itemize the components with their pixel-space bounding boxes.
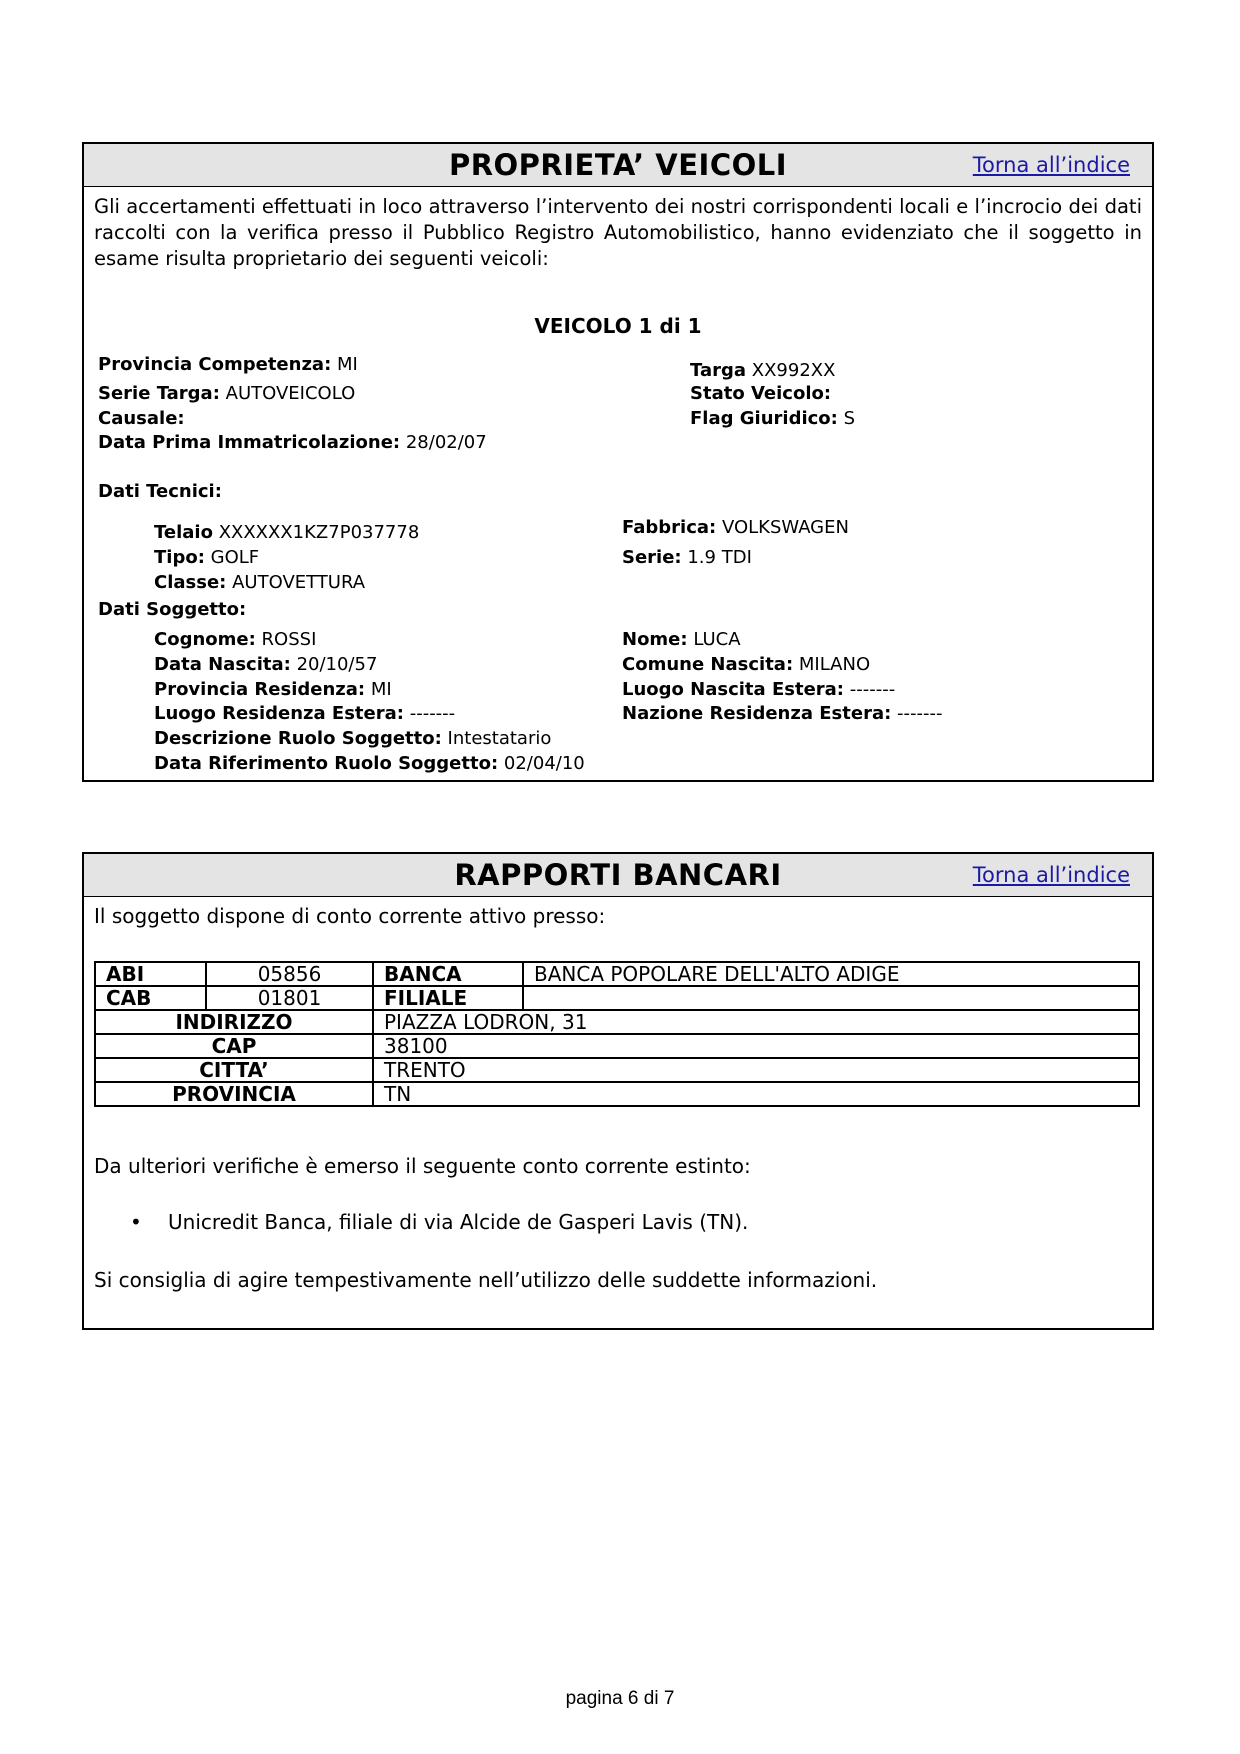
cognome: Cognome: ROSSI <box>154 629 317 650</box>
provincia-label: PROVINCIA <box>95 1082 373 1106</box>
provincia-residenza: Provincia Residenza: MI <box>154 679 392 700</box>
bank-table <box>94 961 1140 1107</box>
dati-soggetto-heading: Dati Soggetto: <box>98 599 247 620</box>
banca-value: BANCA POPOLARE DELL'ALTO ADIGE <box>523 962 1139 986</box>
citta-value: TRENTO <box>373 1058 1139 1082</box>
table-row <box>95 986 1139 1010</box>
back-to-index-link[interactable]: Torna all’indice <box>972 863 1130 887</box>
back-to-index-link[interactable]: Torna all’indice <box>972 153 1130 177</box>
luogo-residenza-estera: Luogo Residenza Estera: ------- <box>154 703 456 724</box>
tipo: Tipo: GOLF <box>154 547 260 568</box>
telaio: Telaio XXXXXX1KZ7P037778 <box>154 522 420 543</box>
cab-label: CAB <box>95 986 206 1010</box>
filiale-value <box>523 986 1139 1010</box>
bank-intro: Il soggetto dispone di conto corrente attivo presso: <box>94 904 606 928</box>
indirizzo-value: PIAZZA LODRON, 31 <box>373 1010 1139 1034</box>
causale: Causale: <box>98 408 185 429</box>
table-row <box>95 1082 1139 1106</box>
provincia-competenza: Provincia Competenza: MI <box>98 354 358 375</box>
cap-label: CAP <box>95 1034 373 1058</box>
data-riferimento-ruolo: Data Riferimento Ruolo Soggetto: 02/04/10 <box>154 753 585 774</box>
descrizione-ruolo-soggetto: Descrizione Ruolo Soggetto: Intestatario <box>154 728 552 749</box>
table-row <box>95 962 1139 986</box>
targa: Targa XX992XX <box>690 360 836 381</box>
vehicles-header <box>84 144 1152 187</box>
data-nascita: Data Nascita: 20/10/57 <box>154 654 378 675</box>
bank-section <box>82 852 1154 1330</box>
citta-label: CITTA’ <box>95 1058 373 1082</box>
vehicles-title: PROPRIETA’ VEICOLI <box>448 148 788 182</box>
table-row <box>95 1010 1139 1034</box>
filiale-label: FILIALE <box>373 986 523 1010</box>
table-row <box>95 1058 1139 1082</box>
provincia-value: TN <box>373 1082 1139 1106</box>
stato-veicolo: Stato Veicolo: <box>690 383 832 404</box>
abi-label: ABI <box>95 962 206 986</box>
fabbrica: Fabbrica: VOLKSWAGEN <box>622 517 849 538</box>
serie-targa: Serie Targa: AUTOVEICOLO <box>98 383 356 404</box>
banca-label: BANCA <box>373 962 523 986</box>
dati-tecnici-heading: Dati Tecnici: <box>98 481 222 502</box>
table-row <box>95 1034 1139 1058</box>
cab-value: 01801 <box>206 986 373 1010</box>
vehicles-section <box>82 142 1154 782</box>
vehicle-heading: VEICOLO 1 di 1 <box>534 314 702 338</box>
vehicles-intro: Gli accertamenti effettuati in loco attraverso l’intervento dei nostri corrispondenti locali e l’incrocio dei dati raccolti con la verifica presso il Pubblico Registro Automobilistico, hanno evidenziato che il soggetto in esame risulta proprietario dei seguenti veicoli: <box>94 195 1142 270</box>
closed-account-item: Unicredit Banca, filiale di via Alcide de Gasperi Lavis (TN). <box>168 1210 749 1234</box>
indirizzo-label: INDIRIZZO <box>95 1010 373 1034</box>
bank-header <box>84 854 1152 897</box>
nazione-residenza-estera: Nazione Residenza Estera: ------- <box>622 703 943 724</box>
advice-text: Si consiglia di agire tempestivamente nell’utilizzo delle suddette informazioni. <box>94 1268 878 1292</box>
cap-value: 38100 <box>373 1034 1139 1058</box>
nome: Nome: LUCA <box>622 629 741 650</box>
bank-title: RAPPORTI BANCARI <box>454 858 782 892</box>
comune-nascita: Comune Nascita: MILANO <box>622 654 871 675</box>
data-prima-immatricolazione: Data Prima Immatricolazione: 28/02/07 <box>98 432 487 453</box>
luogo-nascita-estera: Luogo Nascita Estera: ------- <box>622 679 896 700</box>
classe: Classe: AUTOVETTURA <box>154 572 366 593</box>
abi-value: 05856 <box>206 962 373 986</box>
bullet-icon: • <box>130 1210 142 1234</box>
closed-account-intro: Da ulteriori verifiche è emerso il seguente conto corrente estinto: <box>94 1154 751 1178</box>
flag-giuridico: Flag Giuridico: S <box>690 408 856 429</box>
page-number: pagina 6 di 7 <box>565 1688 675 1709</box>
serie: Serie: 1.9 TDI <box>622 547 752 568</box>
